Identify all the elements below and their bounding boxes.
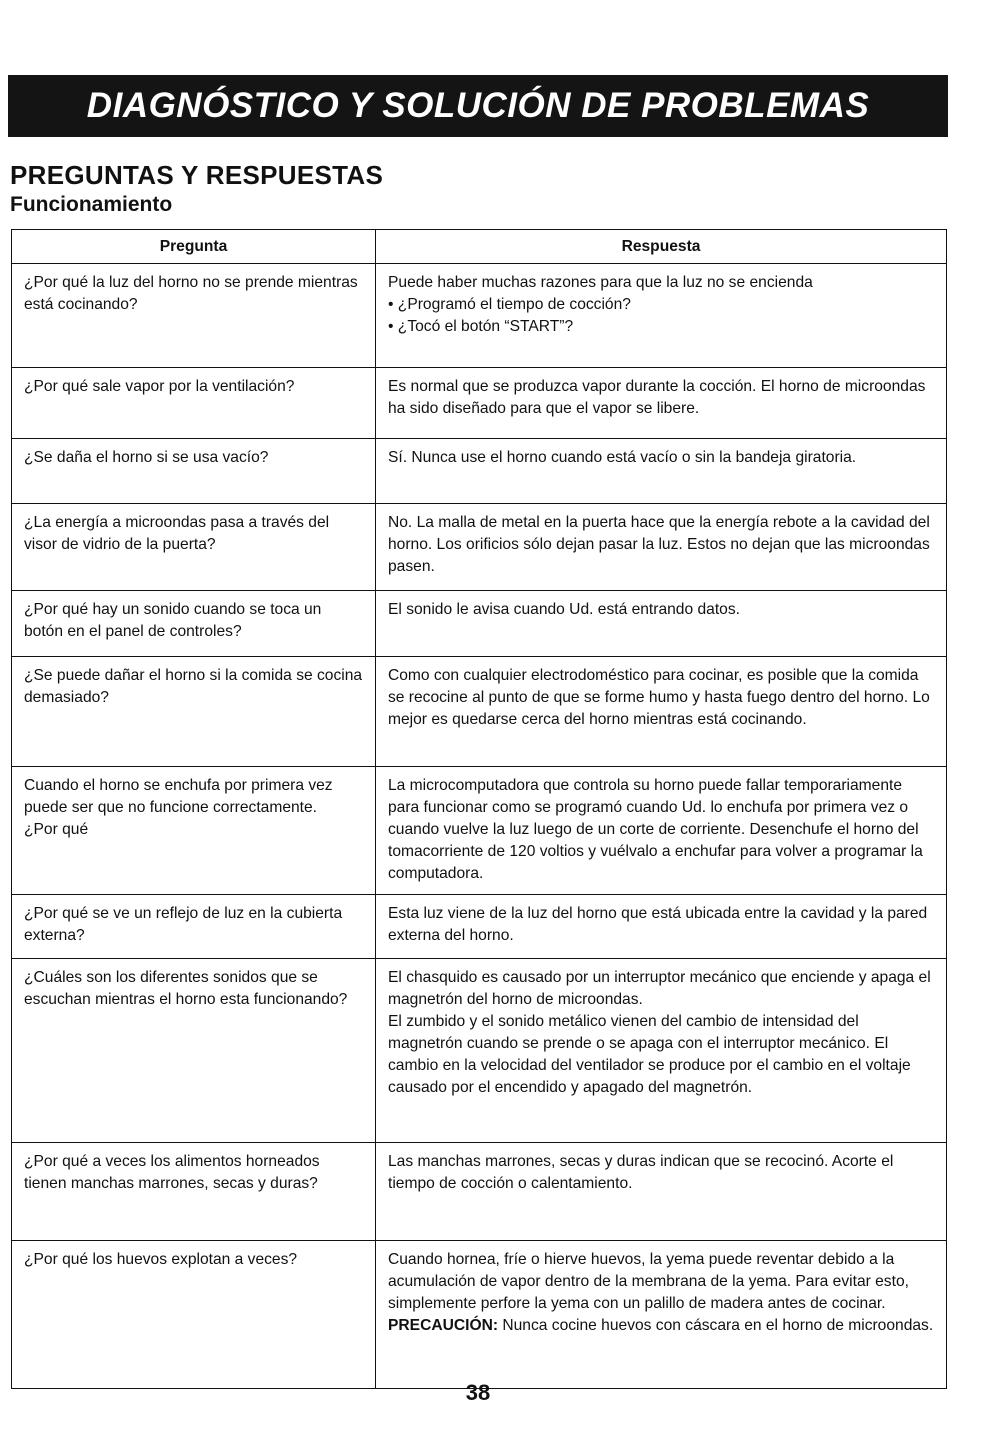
header-answer: Respuesta — [376, 230, 947, 264]
subsection-title: Funcionamiento — [10, 193, 173, 216]
caution-text: Nunca cocine huevos con cáscara en el horno de microondas. — [498, 1317, 934, 1334]
question-cell — [12, 1143, 376, 1241]
table-row — [12, 767, 947, 895]
answer-cell — [376, 657, 947, 767]
answer-cell — [376, 1241, 947, 1389]
table-row — [12, 368, 947, 439]
question-cell — [12, 368, 376, 439]
question-text: ¿Por qué los huevos explotan a veces? — [24, 1251, 298, 1268]
answer-cell — [376, 591, 947, 657]
table-row — [12, 959, 947, 1143]
question-text: ¿Se puede dañar el horno si la comida se cocina demasiado? — [24, 667, 363, 706]
answer-bullet: • ¿Tocó el botón “START”? — [388, 318, 574, 335]
table-row — [12, 264, 947, 368]
answer-cell — [376, 767, 947, 895]
answer-cell — [376, 959, 947, 1143]
question-text: ¿Se daña el horno si se usa vacío? — [24, 449, 269, 466]
answer-cell — [376, 895, 947, 959]
banner-title: DIAGNÓSTICO Y SOLUCIÓN DE PROBLEMAS — [86, 86, 870, 125]
question-cell — [12, 895, 376, 959]
table-row — [12, 657, 947, 767]
question-cell — [12, 959, 376, 1143]
answer-text: No. La malla de metal en la puerta hace que la energía rebote a la cavidad del horno. Los orificios sólo dejan pasar la luz. Estos no dejan que las microondas pasen. — [388, 514, 930, 575]
answer-text: Sí. Nunca use el horno cuando está vacío o sin la bandeja giratoria. — [388, 449, 857, 466]
answer-text: Cuando hornea, fríe o hierve huevos, la yema puede reventar debido a la acumulación de vapor dentro de la membrana de la yema. Para evitar esto, simplemente perfore la yema con un palillo de madera antes de cocinar. — [388, 1251, 909, 1312]
answer-text: Es normal que se produzca vapor durante la cocción. El horno de microondas ha sido diseñado para que el vapor se libere. — [388, 378, 926, 417]
question-text: Cuando el horno se enchufa por primera vez puede ser que no funcione correctamente. — [24, 777, 333, 816]
table-header-row — [12, 230, 947, 264]
question-cell — [12, 1241, 376, 1389]
question-text: ¿Por qué — [24, 821, 89, 838]
qa-table — [11, 229, 947, 1389]
table-row — [12, 1143, 947, 1241]
answer-cell — [376, 439, 947, 504]
answer-text: El chasquido es causado por un interruptor mecánico que enciende y apaga el magnetrón del horno de microondas. — [388, 969, 931, 1008]
question-cell — [12, 657, 376, 767]
question-cell — [12, 439, 376, 504]
answer-text: Puede haber muchas razones para que la luz no se encienda — [388, 274, 813, 291]
answer-cell — [376, 1143, 947, 1241]
question-text: ¿La energía a microondas pasa a través del visor de vidrio de la puerta? — [24, 514, 330, 553]
answer-bullet: • ¿Programó el tiempo de cocción? — [388, 296, 631, 313]
answer-text: La microcomputadora que controla su horno puede fallar temporariamente para funcionar como se programó cuando Ud. lo enchufa por primera vez o cuando vuelve la luz luego de un corte de corriente. Desenchufe el horno del tomacorriente de 120 voltios y vuélvalo a enchufar para volver a programar la computadora. — [388, 777, 923, 882]
page-number: 38 — [465, 1380, 491, 1405]
question-cell — [12, 591, 376, 657]
question-cell — [12, 264, 376, 368]
answer-cell — [376, 368, 947, 439]
table-row — [12, 1241, 947, 1389]
question-text: ¿Cuáles son los diferentes sonidos que se escuchan mientras el horno esta funcionando? — [24, 969, 348, 1008]
table-row — [12, 504, 947, 591]
question-cell — [12, 504, 376, 591]
answer-cell — [376, 504, 947, 591]
answer-text: Esta luz viene de la luz del horno que está ubicada entre la cavidad y la pared externa del horno. — [388, 905, 928, 944]
section-title: PREGUNTAS Y RESPUESTAS — [10, 160, 384, 190]
answer-text: Las manchas marrones, secas y duras indican que se recocinó. Acorte el tiempo de cocción o calentamiento. — [388, 1153, 894, 1192]
question-text: ¿Por qué se ve un reflejo de luz en la cubierta externa? — [24, 905, 343, 944]
caution-note — [388, 1315, 934, 1337]
caution-label: PRECAUCIÓN: — [388, 1317, 499, 1334]
answer-text: Como con cualquier electrodoméstico para cocinar, es posible que la comida se recocine al punto de que se forme humo y hasta fuego dentro del horno. Lo mejor es quedarse cerca del horno mientras está cocinando. — [388, 667, 930, 728]
answer-text: El sonido le avisa cuando Ud. está entrando datos. — [388, 601, 740, 618]
table-row — [12, 591, 947, 657]
answer-cell — [376, 264, 947, 368]
question-text: ¿Por qué a veces los alimentos horneados tienen manchas marrones, secas y duras? — [24, 1153, 320, 1192]
header-question: Pregunta — [12, 230, 376, 264]
table-row — [12, 439, 947, 504]
page-banner — [8, 75, 948, 137]
table-row — [12, 895, 947, 959]
question-cell — [12, 767, 376, 895]
question-text: ¿Por qué sale vapor por la ventilación? — [24, 378, 295, 395]
question-text: ¿Por qué la luz del horno no se prende mientras está cocinando? — [24, 274, 358, 313]
answer-text: El zumbido y el sonido metálico vienen del cambio de intensidad del magnetrón cuando se prende o se apaga con el interruptor mecánico. El cambio en la velocidad del ventilador se produce por el cambio en el voltaje causado por el encendido y apagado del magnetrón. — [388, 1013, 911, 1096]
question-text: ¿Por qué hay un sonido cuando se toca un botón en el panel de controles? — [24, 601, 322, 640]
